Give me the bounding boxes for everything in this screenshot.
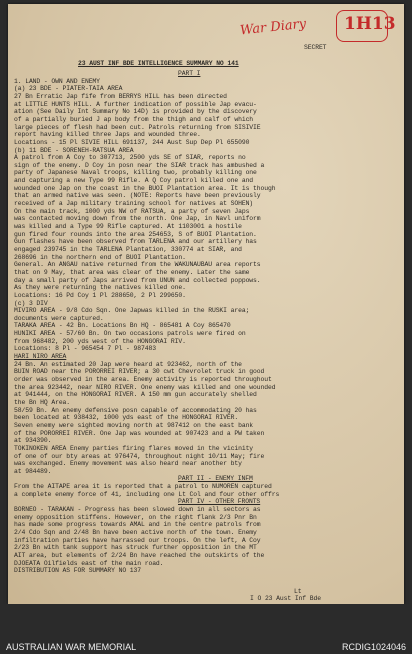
document-line: PART IV - OTHER FRONTS <box>178 498 261 506</box>
document-line: (a) 23 BDE - PIATER-TAIA AREA <box>14 85 123 93</box>
document-line: engaged 239745 in the TARLENA Plantation, 330774 at SIAR, and <box>14 245 242 253</box>
document-line: Locations: 16 Pd Coy 1 Pl 288650, 2 Pl 299650. <box>14 291 186 299</box>
document-line: enemy opposition stiffens. However, on the right flank 2/3 Pnr Bn <box>14 513 257 521</box>
document-line: gun fired four rounds into the area 254653, S of BUOI Plantation. <box>14 230 257 238</box>
document-line: TOKINOKEN AREA Enemy parties firing flares moved in the vicinity <box>14 444 254 452</box>
document-line: sign of the enemy. D Coy in posn near the SIAR track has ambushed a <box>14 161 265 169</box>
document-line: was contacted moving down from the north. One Jap, in Navl uniform <box>14 215 261 223</box>
document-line: of one of our bty areas at 976474, throughout night 10/11 May; fire <box>14 452 265 460</box>
document-line: On the main track, 1000 yds NW of RATSUA, a party of seven Japs <box>14 207 250 215</box>
document-line: MIVIRO AREA - 9/8 Cdo Sqn. One Japwas killed in the RUSKI area; <box>14 307 250 315</box>
document-line: 268696 in the northern end of BUOI Plantation. <box>14 253 186 261</box>
document-line: 27 Bn Erratic Jap fife from BERRYS HILL has been directed <box>14 92 227 100</box>
document-line: As they were returning the natives killed one. <box>14 284 186 292</box>
document-line: (c) 3 DIV <box>14 299 48 307</box>
document-line: ation (See Daily Int Summary No 14D) is provided by the discovery <box>14 108 257 116</box>
document-line: the area 923442, near NIRO RIVER. One enemy was killed and one wounded <box>14 383 276 391</box>
document-line: A patrol from A Coy to 307713, 2500 yds SE of SIAR, reports no <box>14 154 246 162</box>
document-line: infiltration parties have harrassed our troops. On the left, A Coy <box>14 536 261 544</box>
document-line: was killed and a Type 99 Rifle captured. At 1103001 a hostile <box>14 223 242 230</box>
document-line: From the AITAPE area it is reported that a patrol to NUMOREN captured <box>14 483 272 491</box>
archive-footer <box>0 604 412 654</box>
document-line: TARAKA AREA - 42 Bn. Locations Bn HQ - 865481 A Coy 865470 <box>14 322 231 330</box>
document-line: 2/4 Cdo Sqn and 2/48 Bn have been active north of the town. Enemy <box>14 529 257 536</box>
signature-block: I O 23 Aust Inf Bde <box>250 595 321 602</box>
document-line: HARI NIRO AREA <box>14 353 67 361</box>
document-line: BORNEO - TARAKAN - Progress has been slowed down in all sectors as <box>14 506 261 514</box>
footer-id: RCDIG1024046 <box>341 642 406 652</box>
document-line: day a small party of Japs arrived from UNUN and collected poppows. <box>14 276 261 284</box>
document-line: DJOEATA Oilfields east of the main road. <box>14 559 164 567</box>
document-line: party of Japanese Naval troops, killing two, probably killing one <box>14 169 257 177</box>
document-line: been located at 938432, 1000 yds east of the HONGORAI RIVER. <box>14 414 239 422</box>
document-line: a complete enemy force of 41, including one Lt Col and four other offrs <box>14 490 280 498</box>
document-line: at 934390. <box>14 437 52 445</box>
document-line: PART I <box>178 70 201 77</box>
document-line: at 984489. <box>14 467 52 475</box>
document-line: that on 9 May, that area was clear of the enemy. Later the same <box>14 268 250 276</box>
document-line: PART II - ENEMY INFM <box>178 475 253 483</box>
document-line: General. An ANGAU native returned from the WAKUNAUBAU area reports <box>14 261 261 269</box>
footer-source: AUSTRALIAN WAR MEMORIAL <box>6 642 137 652</box>
document-line: has made some progress towards AMAL and in the centre patrols from <box>14 521 261 529</box>
handwritten-note: War Diary <box>239 16 307 39</box>
document-line: documents were captured. <box>14 314 104 322</box>
document-line: order was observed in the area. Enemy activity is reported throughout <box>14 376 272 383</box>
document-line: large pieces of flesh had been cut. Patrols returning from SISIVIE <box>14 123 261 131</box>
document-line: 2/23 Bn with tank support has struck further opposition in the MT <box>14 544 257 552</box>
document-line: that an armed native was seen. (NOTE: Reports have been previously <box>14 192 261 200</box>
secret-classification: SECRET <box>304 44 327 51</box>
document-line: DISTRIBUTION AS FOR SUMMARY NO 137 <box>14 567 141 575</box>
document-page <box>8 4 404 604</box>
document-line: of the PORORREI RIVER. One Jap was wounded at 907423 and a PW taken <box>14 429 265 437</box>
signature-rank: Lt <box>294 588 302 595</box>
document-line: AIT area, but elements of 2/24 Bn have reached the outskirts of the <box>14 551 265 559</box>
document-line: (b) 11 BDE - SORENEH-RATSUA AREA <box>14 146 134 154</box>
document-line: the Bn HQ Area. <box>14 398 71 406</box>
document-line: received of a Jap military training school for natives at SOHEN) <box>14 200 254 208</box>
document-line: Locations - 15 Pl SIVIE HILL 691137, 244 Aust Sup Dep Pl 655090 <box>14 138 250 146</box>
document-line: BUIN ROAD near the PORORREI RIVER; a 30 cwt Chevrolet truck in good <box>14 368 265 376</box>
document-line: of a partially buried J ap body from the thigh and calf of which <box>14 115 254 123</box>
document-line: 58/59 Bn. An enemy defensive posn capable of accommodating 20 has <box>14 406 257 414</box>
document-line: HUNIKI AREA - 57/60 Bn. On two occasions patrols were fired on <box>14 330 246 338</box>
document-line: wounded one Jap on the coast in the BUOI Plantation area. It is though <box>14 184 276 192</box>
document-line: Gun flashes have been observed from TARLENA and our artillery has <box>14 238 257 246</box>
document-line: from 968482, 200 yds west of the HONGORAI RIV. <box>14 337 186 345</box>
document-line: and capturing a new Type 99 Rifle. A Q Coy patrol killed one and <box>14 177 254 185</box>
document-line: at LITTLE HUNTS HILL. A further indication of possible Jap evacu- <box>14 100 257 108</box>
document-line: report having killed three Japs and wounded three. <box>14 131 201 139</box>
document-line: 1. LAND - OWN AND ENEMY <box>14 77 100 85</box>
document-title: 23 AUST INF BDE INTELLIGENCE SUMMARY NO 141 <box>78 60 239 67</box>
handwritten-ref: 1H13 <box>344 14 396 34</box>
document-line: 24 Bn. An estimated 20 Jap were heard at 923462, north of the <box>14 360 242 368</box>
document-line: at 941444, on the HONGORAI RIVER. A 150 mm gun accurately shelled <box>14 391 257 399</box>
document-line: Seven enemy were sighted moving north at 987412 on the east bank <box>14 421 254 429</box>
document-line: was exchanged. Enemy movement was also heard near another bty <box>14 460 242 468</box>
document-line: Locations: 8 Pl - 965454 7 Pl - 987483 <box>14 345 156 353</box>
